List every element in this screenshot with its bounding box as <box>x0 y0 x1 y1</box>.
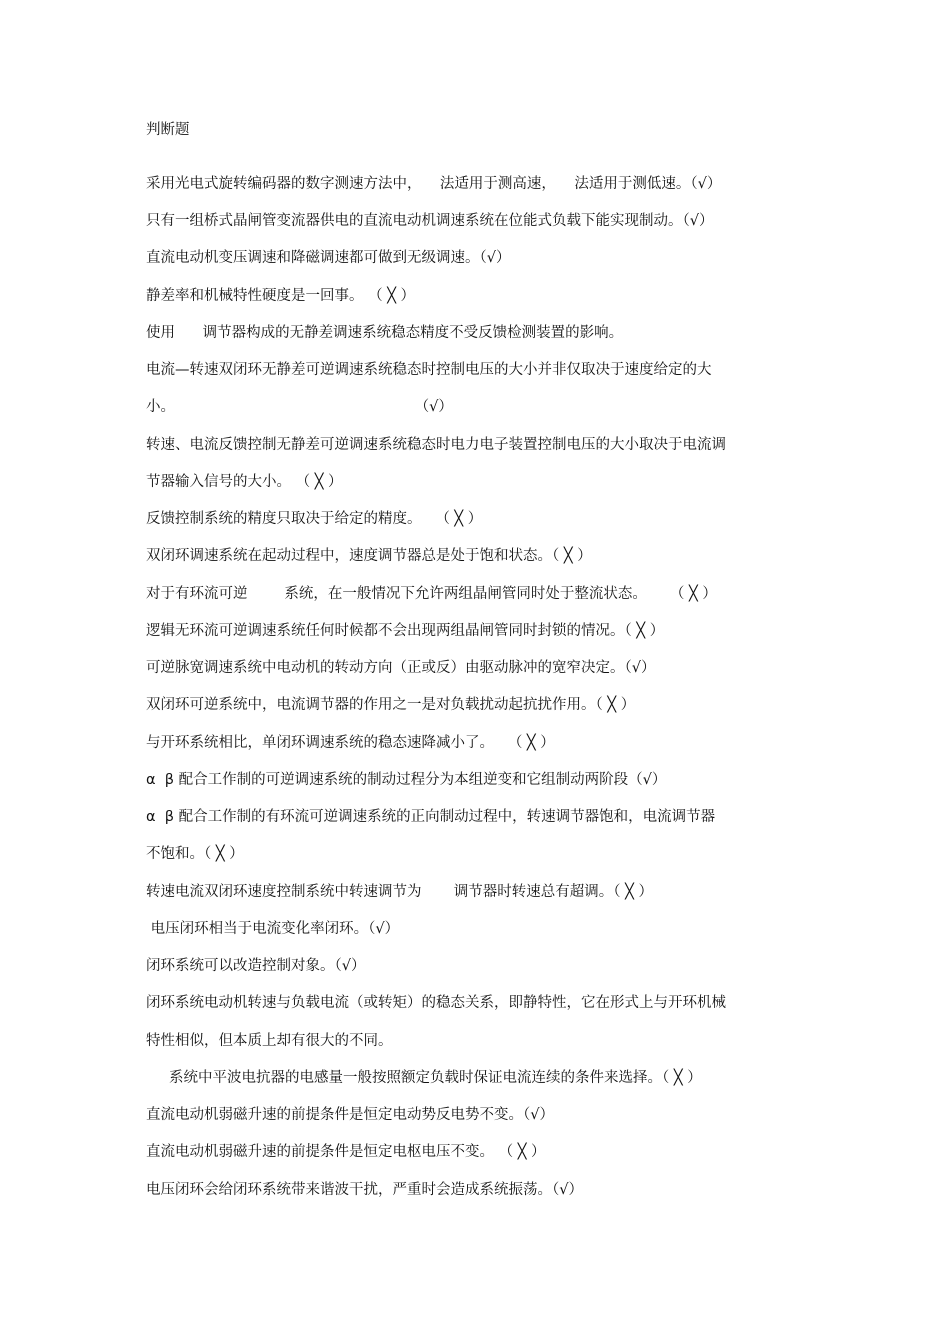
statement-line: 可逆脉宽调速系统中电动机的转动方向（正或反）由驱动脉冲的宽窄决定。（√） <box>146 660 656 676</box>
statement-line: 系统中平波电抗器的电感量一般按照额定负载时保证电流连续的条件来选择。（ ╳ ） <box>146 1070 702 1086</box>
statement-line: 节器输入信号的大小。 （ ╳ ） <box>146 474 343 490</box>
statement-line: 对于有环流可逆 系统，在一般情况下允许两组晶闸管同时处于整流状态。 （ ╳ ） <box>146 586 717 602</box>
statement-line: 静差率和机械特性硬度是一回事。 （ ╳ ） <box>146 288 416 304</box>
statement-line: 双闭环可逆系统中，电流调节器的作用之一是对负载扰动起抗扰作用。（ ╳ ） <box>146 697 636 713</box>
statement-line: 与开环系统相比，单闭环调速系统的稳态速降减小了。 （ ╳ ） <box>146 735 555 751</box>
statement-line: α β 配合工作制的有环流可逆调速系统的正向制动过程中，转速调节器饱和，电流调节器 <box>146 809 716 825</box>
statement-line: 采用光电式旋转编码器的数字测速方法中， 法适用于测高速， 法适用于测低速。（√） <box>146 176 722 192</box>
statement-line: 闭环系统电动机转速与负载电流（或转矩）的稳态关系，即静特性，它在形式上与开环机械 <box>146 995 726 1011</box>
statement-line: 电压闭环会给闭环系统带来谐波干扰，严重时会造成系统振荡。（√） <box>146 1182 583 1198</box>
statement-line: 闭环系统可以改造控制对象。（√） <box>146 958 366 974</box>
statement-line: 直流电动机弱磁升速的前提条件是恒定电枢电压不变。 （ ╳ ） <box>146 1144 546 1160</box>
statement-line: α β 配合工作制的可逆调速系统的制动过程分为本组逆变和它组制动两阶段（√） <box>146 772 667 788</box>
statement-line: 转速电流双闭环速度控制系统中转速调节为 调节器时转速总有超调。（ ╳ ） <box>146 884 653 900</box>
statement-line: 不饱和。（ ╳ ） <box>146 846 244 862</box>
statement-line: 转速、电流反馈控制无静差可逆调速系统稳态时电力电子装置控制电压的大小取决于电流调 <box>146 437 726 453</box>
statement-line: 逻辑无环流可逆调速系统任何时候都不会出现两组晶闸管同时封锁的情况。（ ╳ ） <box>146 623 665 639</box>
statement-line: 电流—转速双闭环无静差可逆调速系统稳态时控制电压的大小并非仅取决于速度给定的大 <box>146 362 712 378</box>
statement-line: 电压闭环相当于电流变化率闭环。（√） <box>146 921 400 937</box>
statement-line: 只有一组桥式晶闸管变流器供电的直流电动机调速系统在位能式负载下能实现制动。（√） <box>146 213 714 229</box>
statement-line: 使用 调节器构成的无静差调速系统稳态精度不受反馈检测装置的影响。 <box>146 325 624 341</box>
statement-line: 直流电动机变压调速和降磁调速都可做到无级调速。（√） <box>146 250 511 266</box>
statement-line: 小。 （√） <box>146 399 453 415</box>
statement-line: 特性相似，但本质上却有很大的不同。 <box>146 1033 393 1049</box>
statement-line: 直流电动机弱磁升速的前提条件是恒定电动势反电势不变。（√） <box>146 1107 554 1123</box>
statement-line: 反馈控制系统的精度只取决于给定的精度。 （ ╳ ） <box>146 511 483 527</box>
section-heading: 判断题 <box>146 122 190 138</box>
statement-line: 双闭环调速系统在起动过程中，速度调节器总是处于饱和状态。（ ╳ ） <box>146 548 592 564</box>
